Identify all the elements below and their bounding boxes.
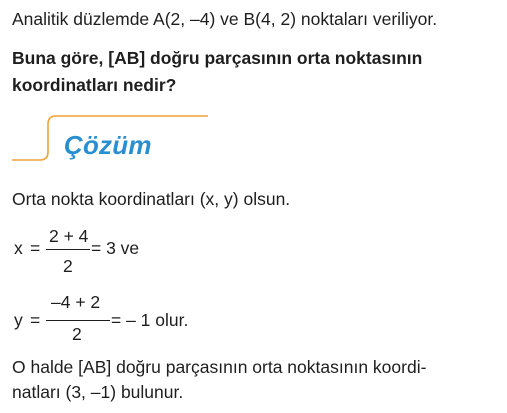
solution-intro: Orta nokta koordinatları (x, y) olsun. [12, 189, 291, 209]
x-result: = 3 ve [91, 238, 140, 258]
conclusion-line-2: natları (3, –1) bulunur. [12, 382, 184, 402]
y-result: = – 1 olur. [111, 310, 189, 330]
x-equals-sign: = [30, 238, 41, 258]
solution-heading: Çözüm [64, 130, 152, 160]
x-numerator: 2 + 4 [49, 226, 89, 246]
x-variable: x [14, 238, 23, 258]
y-fraction-bar [46, 320, 110, 321]
y-variable: y [14, 310, 23, 330]
y-numerator: –4 + 2 [51, 292, 101, 312]
problem-question-line-2: koordinatları nedir? [12, 75, 177, 95]
x-fraction-bar [46, 249, 90, 250]
y-equals-sign: = [30, 310, 41, 330]
y-denominator: 2 [72, 324, 82, 344]
problem-statement: Analitik düzlemde A(2, –4) ve B(4, 2) noktaları veriliyor. [12, 9, 438, 29]
problem-question-line-1: Buna göre, [AB] doğru parçasının orta noktasının [12, 48, 423, 68]
x-denominator: 2 [63, 256, 73, 276]
conclusion-line-1: O halde [AB] doğru parçasının orta noktasının koordi- [12, 357, 427, 377]
